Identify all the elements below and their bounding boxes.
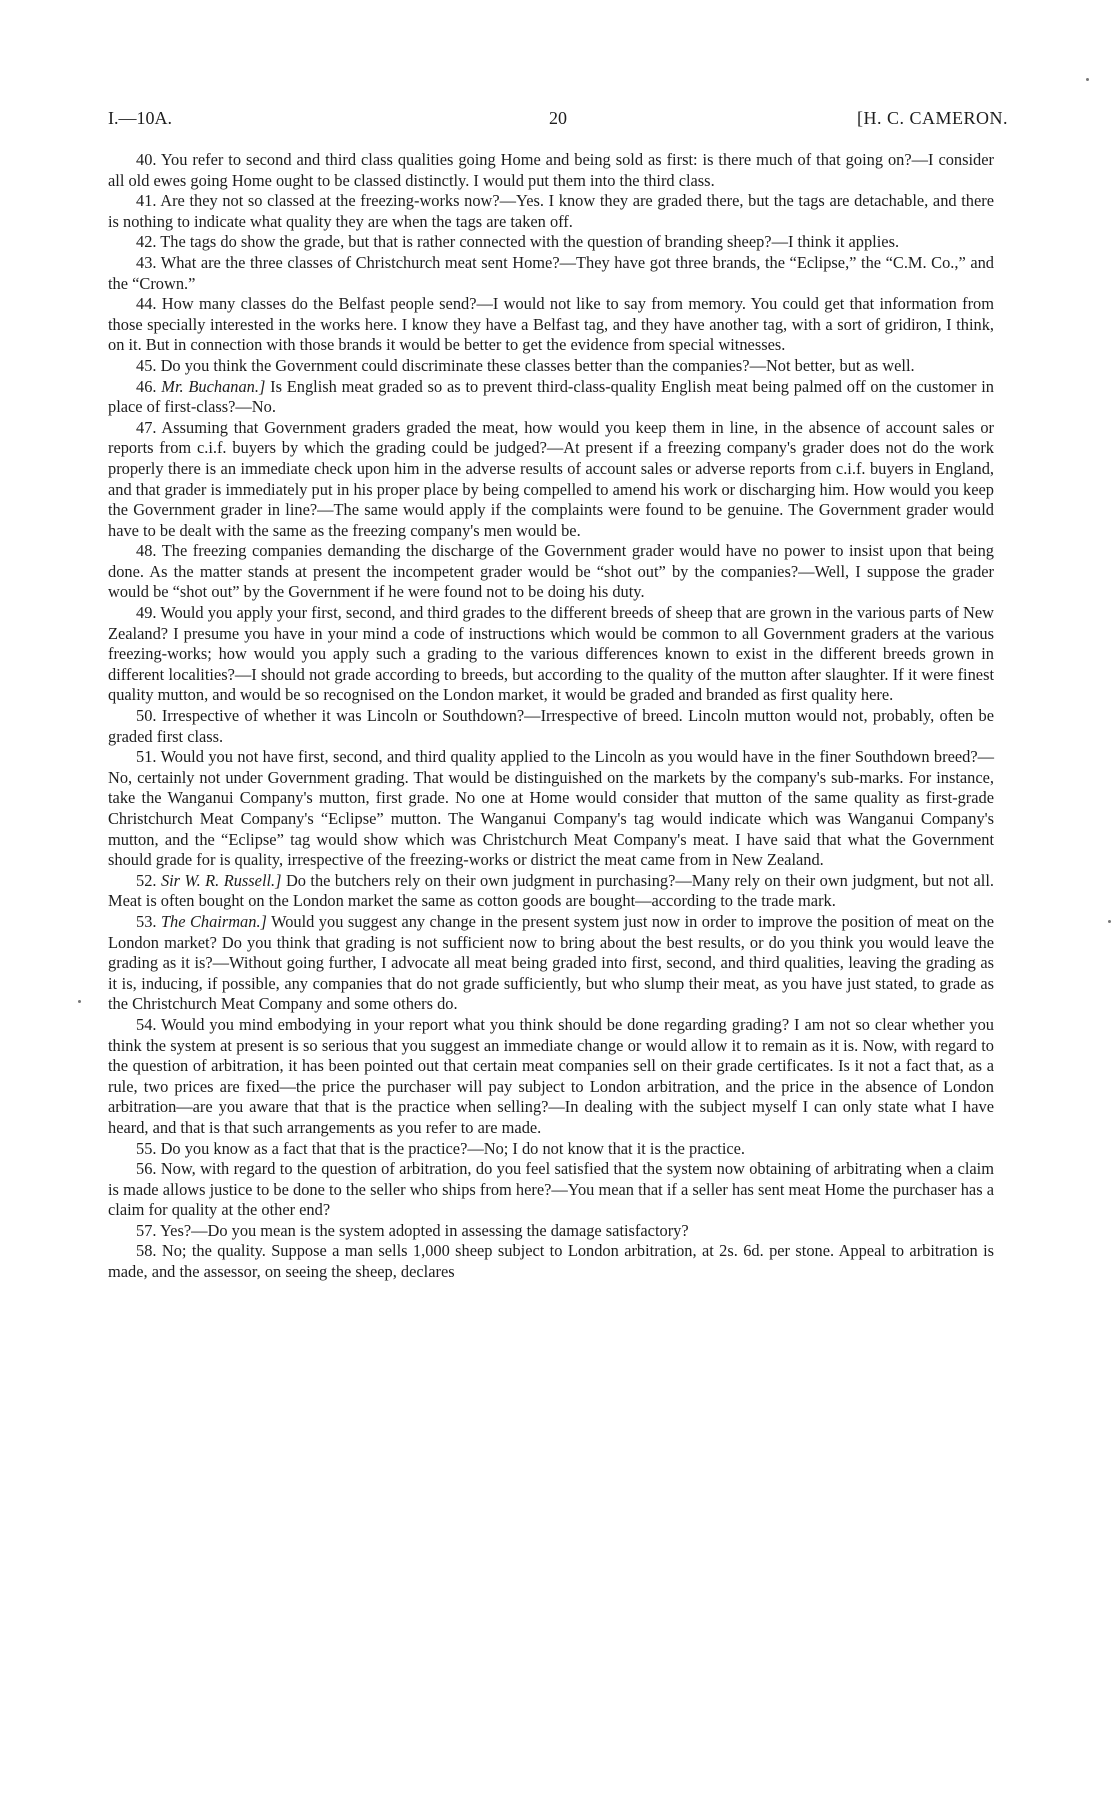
question-paragraph-40: 40. You refer to second and third class qualities going Home and being sold as first: is there much of that going on?—I consider all old ewes going Home ought to be classed distinctly. I would put them into the third class. [108,150,994,190]
question-paragraph-47: 47. Assuming that Government graders graded the meat, how would you keep them in line, in the absence of account sales or reports from c.i.f. buyers by which the grading could be judged?—At present if a freezing company's grader does not do the work properly there is an immediate check upon him in the adverse results of account sales or adverse reports from c.i.f. buyers in England, and that grader is immediately put in his proper place by being compelled to amend his work or discharging him. How would you keep the Government grader in line?—The same would apply if the complaints were found to be genuine. The Government grader would have to be dealt with the same as the freezing company's men would be. [108,417,994,540]
question-paragraph-42: 42. The tags do show the grade, but that is rather connected with the question of branding sheep?—I think it applies. [136,232,900,252]
question-paragraph-45: 45. Do you think the Government could discriminate these classes better than the companies?—Not better, but as well. [136,355,915,375]
parliamentary-paper-reference: I.—10A. [108,108,172,128]
question-paragraph-51: 51. Would you not have first, second, and third quality applied to the Lincoln as you would have in the finer Southdown breed?—No, certainly not under Government grading. That would be distinguished on the markets by the company's sub-marks. For instance, take the Wanganui Company's mutton, first grade. No one at Home would consider that mutton of the same quality as first-grade Christchurch Meat Company's “Eclipse” mutton. The Wanganui Company's tag would indicate which was Wanganui Company's mutton, and the “Eclipse” tag would show which was Christchurch Meat Company's meat. I have said that what the Government should grade for is quality, irrespective of the freezing-works or district the meat came from in New Zealand. [108,747,994,870]
scan-speck [1108,920,1111,923]
question-paragraph-52: 52. Sir W. R. Russell.] Do the butchers rely on their own judgment in purchasing?—Many rely on their own judgment, but not all. Meat is often bought on the London market the same as cotton goods are bought—according to the trade mark. [108,870,994,911]
question-paragraph-41: 41. Are they not so classed at the freezing-works now?—Yes. I know they are graded there, but the tags are detachable, and there is nothing to indicate what quality they are when the tags are taken off. [108,191,994,231]
question-paragraph-54: 54. Would you mind embodying in your report what you think should be done regarding grading? I am not so clear whether you think the system at present is so serious that you suggest an immediate change or would allow it to remain as it is. Now, with regard to the question of arbitration, it has been pointed out that certain meat companies sell on their grade certificates. Is it not a fact that, as a rule, two prices are fixed—the price the purchaser will pay subject to London arbitration, and the price in the absence of London arbitration—are you aware that that is the practice when selling?—In dealing with the subject myself I can only state what I have heard, and that is that such arrangements as you refer to are made. [108,1014,994,1137]
question-paragraph-44: 44. How many classes do the Belfast people send?—I would not like to say from memory. You could get that information from those specially interested in the works here. I know they have a Belfast tag, and they have another tag, with a sort of gridiron, I think, on it. But in connection with those brands it would be better to get the evidence from special witnesses. [108,294,994,355]
question-paragraph-55: 55. Do you know as a fact that that is the practice?—No; I do not know that it is the practice. [136,1138,746,1158]
evidence-text [108,150,994,1283]
page-number: 20 [549,108,567,128]
question-paragraph-50: 50. Irrespective of whether it was Lincoln or Southdown?—Irrespective of breed. Lincoln mutton would not, probably, often be graded first class. [108,706,994,746]
question-paragraph-56: 56. Now, with regard to the question of arbitration, do you feel satisfied that the system now obtaining of arbitrating when a claim is made allows justice to be done to the seller who ships from here?—You mean that if a seller has sent meat Home the purchaser has a claim for quality at the other end? [108,1159,994,1220]
scan-speck [1086,78,1089,81]
scan-speck [78,1000,81,1003]
page-header [108,108,1008,134]
question-paragraph-53: 53. The Chairman.] Would you suggest any change in the present system just now in order to improve the position of meat on the London market? Do you think that grading is not sufficient now to bring about the best results, or do you think you would leave the grading as it is?—Without going further, I advocate all meat being graded into first, second, and third qualities, leaving the grading as it is, inducing, if possible, any companies that do not grade sufficiently, but who slump their meat, as you have just stated, to grade as the Christchurch Meat Company and some others do. [108,911,994,1014]
question-paragraph-43: 43. What are the three classes of Christchurch meat sent Home?—They have got three brands, the “Eclipse,” the “C.M. Co.,” and the “Crown.” [108,252,994,293]
speaker-name: Mr. Buchanan.] [161,376,266,396]
question-paragraph-46: 46. Mr. Buchanan.] Is English meat graded so as to prevent third-class-quality English meat being palmed off on the customer in place of first-class?—No. [108,376,994,417]
speaker-name: Sir W. R. Russell.] [160,870,282,890]
speaker-name: The Chairman.] [160,911,267,931]
witness-name: [H. C. CAMERON. [856,108,1008,128]
question-paragraph-49: 49. Would you apply your first, second, and third grades to the different breeds of sheep that are grown in the various parts of New Zealand? I presume you have in your mind a code of instructions which would be common to all Government graders at the various freezing-works; how would you apply such a grading to the various differences known to exist in the different breeds grown in different localities?—I should not grade according to breeds, but according to the quality of the mutton after slaughter. If it were finest quality mutton, and would be so recognised on the London market, it would be graded and branded as first quality here. [108,603,994,705]
question-paragraph-48: 48. The freezing companies demanding the discharge of the Government grader would have no power to insist upon that being done. As the matter stands at present the incompetent grader would be “shot out” by the companies?—Well, I suppose the grader would be “shot out” by the Government if he were found not to be doing his duty. [108,541,994,602]
question-paragraph-57: 57. Yes?—Do you mean is the system adopted in assessing the damage satisfactory? [136,1220,689,1240]
question-paragraph-58: 58. No; the quality. Suppose a man sells 1,000 sheep subject to London arbitration, at 2s. 6d. per stone. Appeal to arbitration is made, and the assessor, on seeing the sheep, declares [108,1241,994,1282]
